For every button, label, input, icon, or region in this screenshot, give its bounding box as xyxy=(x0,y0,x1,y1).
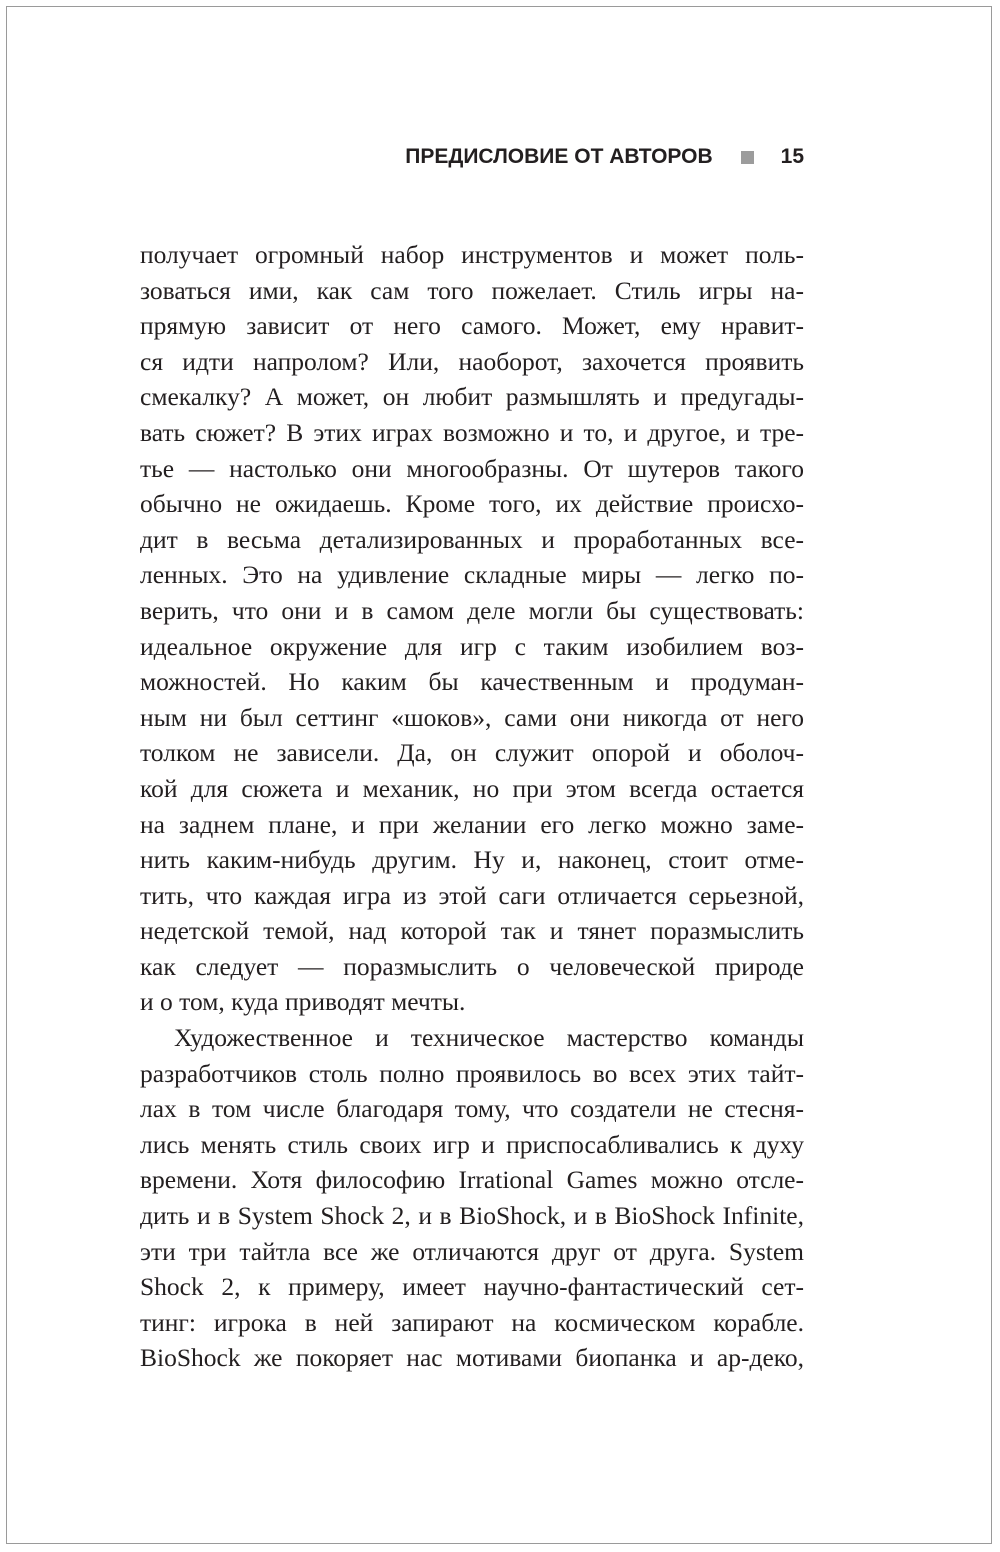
text-line: смекалку? А может, он любит размышлять и предугады- xyxy=(140,382,804,412)
text-line: ленных. Это на удивление складные миры — легко по- xyxy=(140,560,804,590)
text-line: обычно не ожидаешь. Кроме того, их действие происхо- xyxy=(140,489,804,519)
text-line: Художественное и техническое мастерство команды xyxy=(174,1023,804,1053)
text-line: времени. Хотя философию Irrational Games можно отсле- xyxy=(140,1165,804,1195)
text-line: зоваться ими, как сам того пожелает. Стиль игры на- xyxy=(140,275,804,305)
text-line: вать сюжет? В этих играх возможно и то, и другое, и тре- xyxy=(140,417,804,447)
text-line: верить, что они и в самом деле могли бы существовать: xyxy=(140,595,804,625)
text-line: на заднем плане, и при желании его легко можно заме- xyxy=(140,809,804,839)
page-number: 15 xyxy=(780,145,804,168)
paragraph-1 xyxy=(140,237,804,1020)
body-text xyxy=(140,237,804,1376)
text-line: ным ни был сеттинг «шоков», сами они никогда от него xyxy=(140,702,804,732)
text-line: тье — настолько они многообразны. От шутеров такого xyxy=(140,453,804,483)
text-line: BioShock же покоряет нас мотивами биопанка и ар-деко, xyxy=(140,1343,804,1373)
text-line: разработчиков столь полно проявилось во всех этих тайт- xyxy=(140,1058,804,1088)
text-line: дит в весьма детализированных и проработанных все- xyxy=(140,524,804,554)
text-line: нить каким-нибудь другим. Ну и, наконец, стоит отме- xyxy=(140,845,804,875)
text-line: лах в том числе благодаря тому, что создатели не стесня- xyxy=(140,1094,804,1124)
text-line: можностей. Но каким бы качественным и продуман- xyxy=(140,667,804,697)
text-line: тить, что каждая игра из этой саги отличается серьезной, xyxy=(140,880,804,910)
text-line: получает огромный набор инструментов и может поль- xyxy=(140,240,804,269)
text-line: и о том, куда приводят мечты. xyxy=(140,987,466,1017)
text-line: дить и в System Shock 2, и в BioShock, и в BioShock Infinite, xyxy=(140,1201,804,1231)
running-header xyxy=(140,142,804,172)
text-line: как следует — поразмыслить о человеческой природе xyxy=(140,951,804,981)
text-line: Shock 2, к примеру, имеет научно-фантастический сет- xyxy=(140,1272,804,1302)
text-line: идеальное окружение для игр с таким изобилием воз- xyxy=(140,631,804,661)
text-line: эти три тайтла все же отличаются друг от друга. System xyxy=(140,1236,804,1266)
text-line: недетской темой, над которой так и тянет поразмыслить xyxy=(140,916,804,946)
text-line: кой для сюжета и механик, но при этом всегда остается xyxy=(140,773,804,803)
paragraph-2 xyxy=(140,1020,804,1376)
text-line: ся идти напролом? Или, наоборот, захочется проявить xyxy=(140,346,804,376)
text-line: прямую зависит от него самого. Может, ему нравит- xyxy=(140,311,804,341)
text-line: тинг: игрока в ней запирают на космическом корабле. xyxy=(140,1307,804,1337)
text-line: лись менять стиль своих игр и приспосабливались к духу xyxy=(140,1129,804,1159)
section-title: ПРЕДИСЛОВИЕ ОТ АВТОРОВ xyxy=(405,145,713,168)
text-line: толком не зависели. Да, он служит опорой и оболоч- xyxy=(140,738,804,768)
square-marker-icon xyxy=(741,151,754,164)
